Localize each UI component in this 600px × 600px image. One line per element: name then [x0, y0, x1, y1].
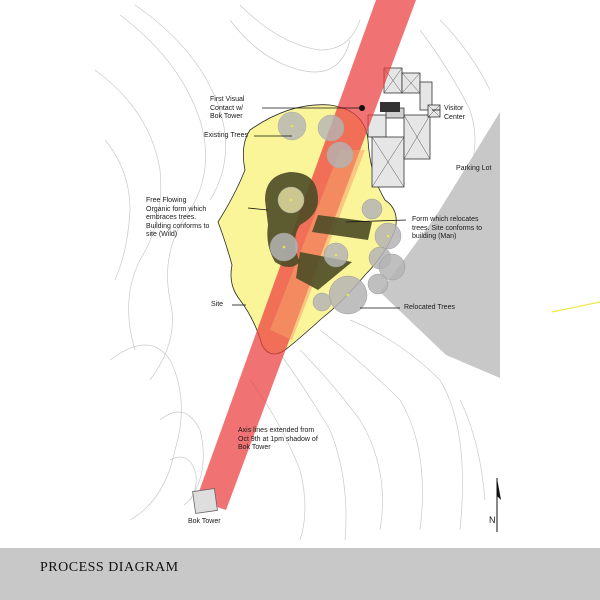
label-axis-lines: Axis lines extended from Oct 9th at 1pm shadow of Bok Tower: [238, 427, 318, 451]
label-relocated-trees: Relocated Trees: [404, 304, 455, 311]
visitor-center-core: [380, 102, 400, 112]
bok-tower-marker: [193, 489, 218, 514]
label-north: N: [489, 515, 496, 525]
label-site: Site: [211, 301, 224, 308]
label-form-relocates: Form which relocates trees. Site conforms to building (Man): [412, 216, 483, 240]
north-arrow-icon: [497, 478, 501, 532]
label-free-flowing: Free Flowing Organic form which embraces trees. Building conforms to site (Wild): [146, 197, 210, 238]
footer-bar: [0, 548, 600, 600]
label-visitor-center: Visitor Center: [444, 105, 466, 121]
label-parking-lot: Parking Lot: [456, 165, 492, 172]
label-existing-trees: Existing Trees: [204, 132, 248, 139]
label-bok-tower: Bok Tower: [188, 518, 221, 525]
sun-ray-line: [552, 302, 600, 312]
diagram-title: PROCESS DIAGRAM: [40, 560, 179, 575]
first-contact-point: [359, 105, 365, 111]
label-first-visual-contact: First Visual Contact w/ Bok Tower: [210, 96, 245, 120]
